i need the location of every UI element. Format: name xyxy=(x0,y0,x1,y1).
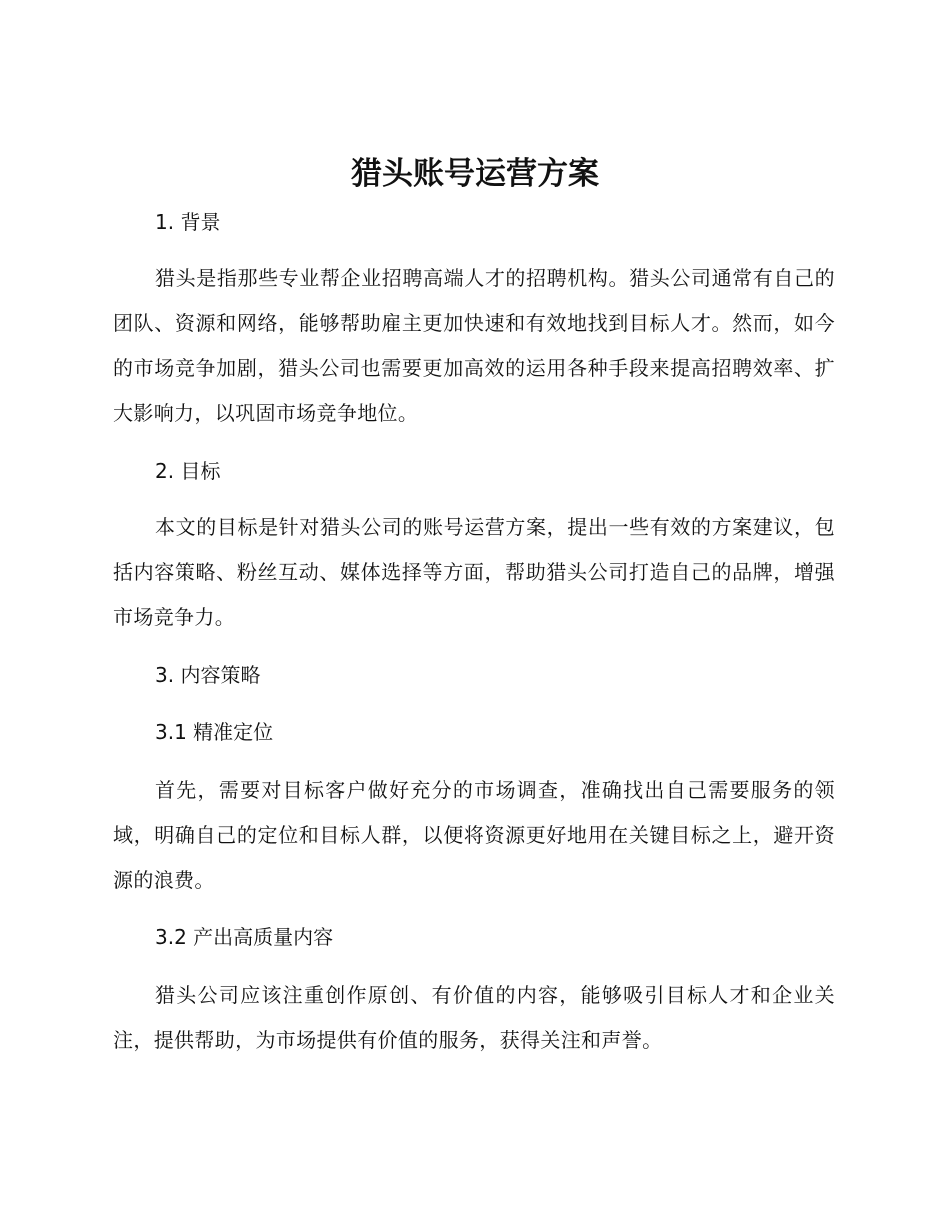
section-heading-goal: 2. 目标 xyxy=(155,459,221,483)
section-paragraph-quality-content: 猎头公司应该注重创作原创、有价值的内容，能够吸引目标人才和企业关注，提供帮助，为市场提供有价值的服务，获得关注和声誉。 xyxy=(113,983,835,1052)
document-title: 猎头账号运营方案 xyxy=(351,156,599,192)
section-heading-precise-positioning: 3.1 精准定位 xyxy=(155,720,274,744)
section-paragraph-goal: 本文的目标是针对猎头公司的账号运营方案，提出一些有效的方案建议，包括内容策略、粉丝互动、媒体选择等方面，帮助猎头公司打造自己的品牌，增强市场竞争力。 xyxy=(113,515,835,629)
section-paragraph-background: 猎头是指那些专业帮企业招聘高端人才的招聘机构。猎头公司通常有自己的团队、资源和网络，能够帮助雇主更加快速和有效地找到目标人才。然而，如今的市场竞争加剧，猎头公司也需要更加高效的运用各种手段来提高招聘效率、扩大影响力，以巩固市场竞争地位。 xyxy=(113,266,835,425)
section-heading-quality-content: 3.2 产出高质量内容 xyxy=(155,925,334,949)
section-heading-background: 1. 背景 xyxy=(155,210,221,234)
section-heading-content-strategy: 3. 内容策略 xyxy=(155,663,261,687)
section-paragraph-precise-positioning: 首先，需要对目标客户做好充分的市场调查，准确找出自己需要服务的领域，明确自己的定位和目标人群，以便将资源更好地用在关键目标之上，避开资源的浪费。 xyxy=(113,778,835,892)
